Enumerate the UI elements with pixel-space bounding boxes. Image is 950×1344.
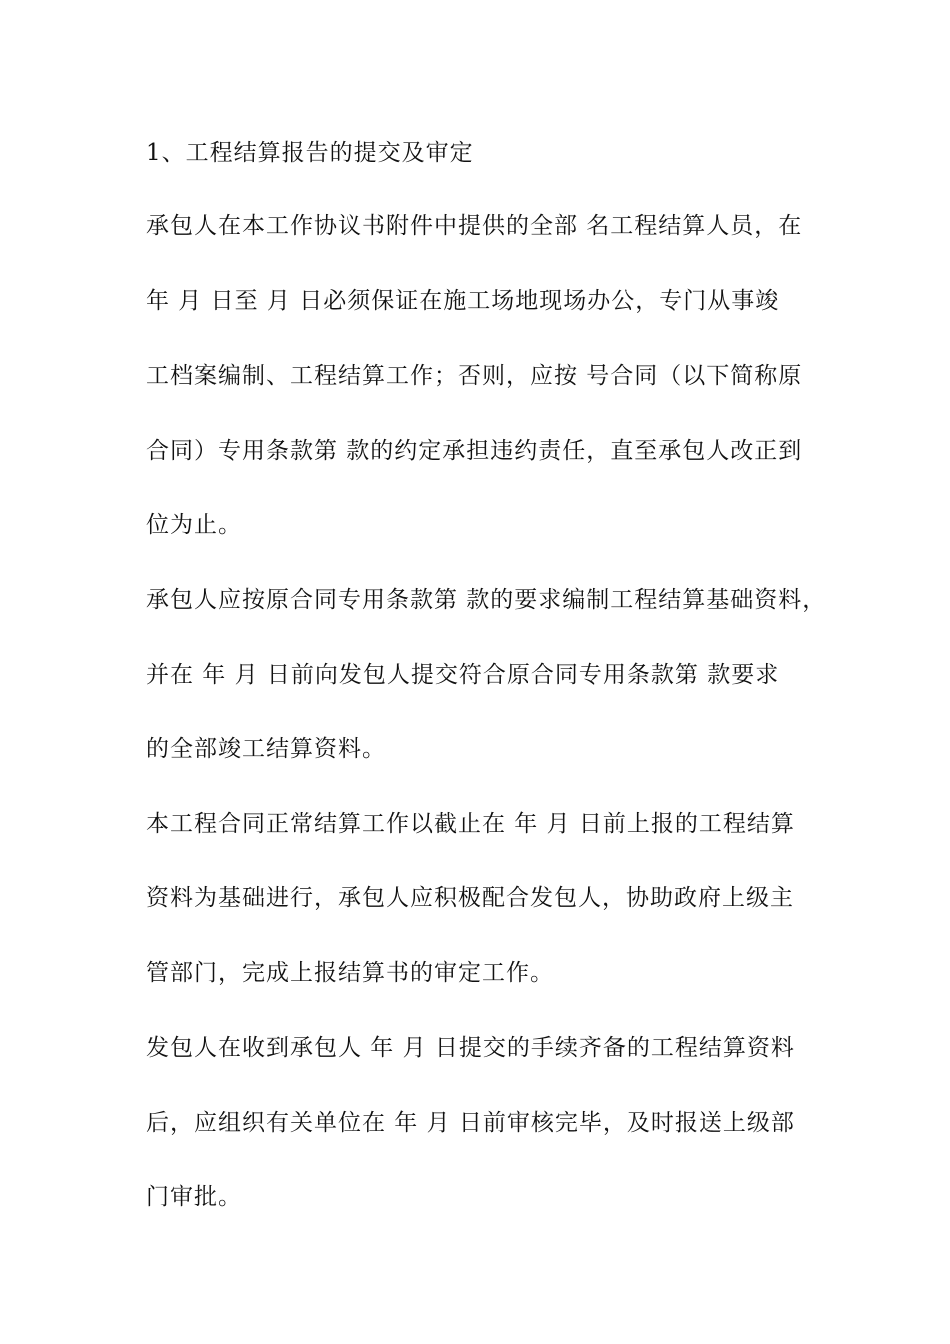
paragraph-1-line-3: 工档案编制、工程结算工作；否则，应按 号合同（以下简称原 [146, 363, 803, 389]
paragraph-2-line-2: 并在 年 月 日前向发包人提交符合原合同专用条款第 款要求 [146, 662, 780, 688]
paragraph-4-line-1: 发包人在收到承包人 年 月 日提交的手续齐备的工程结算资料 [146, 1035, 795, 1061]
paragraph-3-line-3: 管部门，完成上报结算书的审定工作。 [146, 960, 554, 986]
section-heading: 1、工程结算报告的提交及审定 [146, 140, 474, 166]
paragraph-3-line-2: 资料为基础进行，承包人应积极配合发包人，协助政府上级主 [146, 885, 794, 911]
paragraph-2-line-3: 的全部竣工结算资料。 [146, 736, 386, 762]
paragraph-4-line-2: 后，应组织有关单位在 年 月 日前审核完毕，及时报送上级部 [146, 1110, 795, 1136]
paragraph-1-line-1: 承包人在本工作协议书附件中提供的全部 名工程结算人员，在 [146, 213, 803, 239]
paragraph-3-line-1: 本工程合同正常结算工作以截止在 年 月 日前上报的工程结算 [146, 811, 795, 837]
paragraph-1-line-4: 合同）专用条款第 款的约定承担违约责任，直至承包人改正到 [146, 438, 803, 464]
paragraph-2-line-1: 承包人应按原合同专用条款第 款的要求编制工程结算基础资料， [146, 587, 827, 613]
paragraph-4-line-3: 门审批。 [146, 1184, 242, 1210]
paragraph-1-line-2: 年 月 日至 月 日必须保证在施工场地现场办公，专门从事竣 [146, 288, 780, 314]
paragraph-1-line-5: 位为止。 [146, 512, 242, 538]
